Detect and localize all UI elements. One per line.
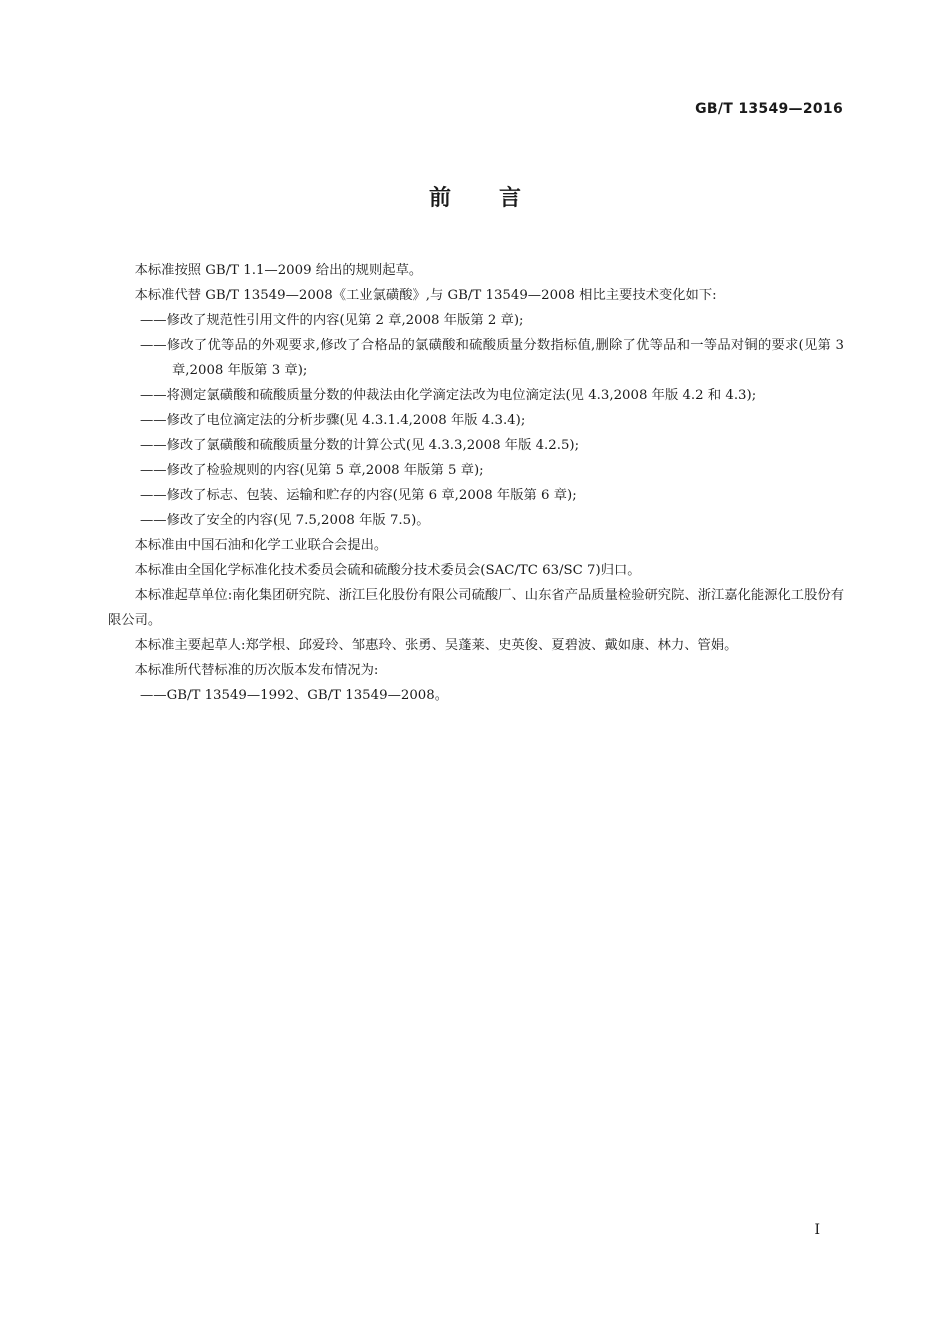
history-item: ——GB/T 13549—1992、GB/T 13549—2008。 [140, 688, 448, 703]
paragraph-drafting-units: 本标准起草单位:南化集团研究院、浙江巨化股份有限公司硫酸厂、山东省产品质量检验研究院、浙江嘉化能源化工股份有限公司。 [108, 588, 844, 628]
paragraph-proposer: 本标准由中国石油和化学工业联合会提出。 [134, 538, 388, 553]
change-item: ——修改了电位滴定法的分析步骤(见 4.3.1.4,2008 年版 4.3.4); [140, 413, 526, 428]
standard-number: GB/T 13549—2016 [695, 101, 843, 117]
foreword-body [108, 258, 844, 708]
change-item: ——修改了安全的内容(见 7.5,2008 年版 7.5)。 [140, 513, 430, 528]
change-item: ——将测定氯磺酸和硫酸质量分数的仲裁法由化学滴定法改为电位滴定法(见 4.3,2008 年版 4.2 和 4.3); [140, 388, 757, 403]
paragraph-committee: 本标准由全国化学标准化技术委员会硫和硫酸分技术委员会(SAC/TC 63/SC 7)归口。 [134, 563, 641, 578]
paragraph-drafting-rules: 本标准按照 GB/T 1.1—2009 给出的规则起草。 [134, 263, 423, 278]
page-number: I [814, 1222, 820, 1238]
change-item: ——修改了氯磺酸和硫酸质量分数的计算公式(见 4.3.3,2008 年版 4.2.5); [140, 438, 580, 453]
change-item: ——修改了规范性引用文件的内容(见第 2 章,2008 年版第 2 章); [140, 313, 524, 328]
paragraph-replacement: 本标准代替 GB/T 13549—2008《工业氯磺酸》,与 GB/T 13549—2008 相比主要技术变化如下: [134, 288, 717, 303]
change-item: ——修改了标志、包装、运输和贮存的内容(见第 6 章,2008 年版第 6 章); [140, 488, 577, 503]
change-item: ——修改了优等品的外观要求,修改了合格品的氯磺酸和硫酸质量分数指标值,删除了优等品和一等品对铜的要求(见第 3 章,2008 年版第 3 章); [140, 338, 844, 378]
page-title: 前言 [428, 186, 569, 211]
paragraph-history: 本标准所代替标准的历次版本发布情况为: [134, 663, 379, 678]
change-item: ——修改了检验规则的内容(见第 5 章,2008 年版第 5 章); [140, 463, 484, 478]
paragraph-drafters: 本标准主要起草人:郑学根、邱爱玲、邹惠玲、张勇、吴蓬莱、史英俊、夏碧波、戴如康、林力、管娟。 [134, 638, 738, 653]
